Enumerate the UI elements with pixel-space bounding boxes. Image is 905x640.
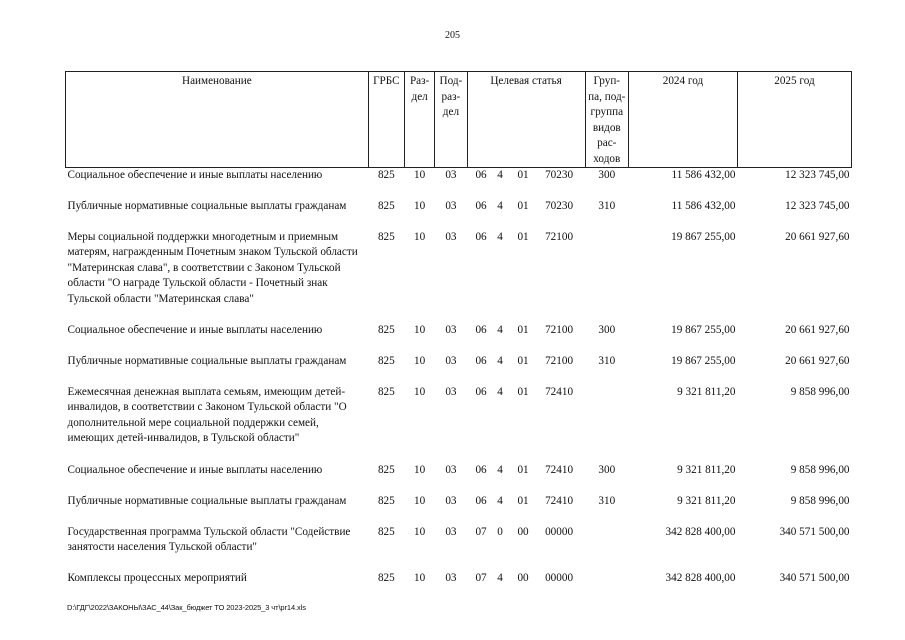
table-row [66, 494, 852, 525]
row-podrazdel: 03 [445, 354, 457, 367]
target-article-part: 01 [517, 494, 529, 507]
row-grbs: 825 [377, 571, 395, 584]
row-razdel: 10 [414, 199, 426, 212]
row-amount-2024: 19 867 255,00 [671, 323, 736, 336]
row-target-article [467, 168, 585, 199]
row-podrazdel: 03 [445, 525, 457, 538]
row-name: Социальное обеспечение и иные выплаты населению [67, 169, 323, 181]
row-podrazdel: 03 [445, 169, 457, 181]
row-name: Ежемесячная денежная выплата семьям, имеющим детей-инвалидов, в соответствии с Законом Тульской области "О дополнительной мере социальной поддержки семей, имеющих детей-инвалидов, в Тульской области" [67, 385, 347, 444]
row-podrazdel: 03 [445, 571, 457, 584]
row-target-article [467, 463, 585, 494]
row-grbs: 825 [377, 169, 395, 181]
table-row [66, 354, 852, 385]
target-article-part: 01 [517, 354, 529, 367]
target-article-part: 00 [517, 571, 529, 584]
target-article-part: 4 [497, 494, 503, 507]
row-name: Публичные нормативные социальные выплаты гражданам [67, 354, 347, 367]
row-amount-2025: 12 323 745,00 [785, 199, 850, 212]
header-group: Груп- па, под- группа видов рас- ходов [585, 72, 628, 168]
row-razdel: 10 [414, 169, 426, 181]
row-target-article [467, 571, 585, 591]
row-expense-group: 300 [598, 323, 616, 336]
target-article-part: 01 [517, 385, 529, 398]
row-target-article [467, 230, 585, 323]
row-target-article [467, 199, 585, 230]
target-article-part: 72100 [545, 354, 574, 367]
row-podrazdel: 03 [445, 230, 457, 243]
target-article-part: 4 [497, 323, 503, 336]
target-article-part: 06 [475, 463, 487, 476]
target-article-part: 72100 [545, 323, 574, 336]
target-article-part: 06 [475, 494, 487, 507]
row-podrazdel: 03 [445, 494, 457, 507]
row-name: Публичные нормативные социальные выплаты гражданам [67, 199, 347, 212]
row-target-article [467, 525, 585, 571]
row-expense-group [585, 571, 628, 591]
row-amount-2025: 20 661 927,60 [785, 323, 850, 336]
target-article-part: 06 [475, 230, 487, 243]
row-expense-group: 300 [598, 169, 616, 181]
target-article-part: 4 [497, 230, 503, 243]
target-article-part: 72410 [545, 385, 574, 398]
row-amount-2024: 342 828 400,00 [665, 525, 736, 538]
header-grbs: ГРБС [368, 72, 404, 168]
row-name: Меры социальной поддержки многодетным и приемным матерям, награжденным Почетным знаком Тульской области "Материнская слава", в соответствии с Законом Тульской области "О награде Тульской области - Почетный знак Тульской области "Материнская слава" [67, 230, 358, 305]
row-expense-group: 310 [598, 199, 616, 212]
row-name: Государственная программа Тульской области "Содействие занятости населения Тульской области" [67, 525, 351, 553]
row-expense-group [585, 385, 628, 463]
target-article-part: 06 [475, 169, 487, 181]
table-row [66, 385, 852, 463]
target-article-part: 72410 [545, 463, 574, 476]
row-expense-group: 300 [598, 463, 616, 476]
target-article-part: 4 [497, 463, 503, 476]
target-article-part: 01 [517, 199, 529, 212]
table-row [66, 168, 852, 199]
row-amount-2024: 9 321 811,20 [677, 494, 736, 507]
row-amount-2025: 9 858 996,00 [790, 463, 850, 476]
row-grbs: 825 [377, 463, 395, 476]
target-article-part: 01 [517, 230, 529, 243]
row-razdel: 10 [414, 385, 426, 398]
row-target-article [467, 494, 585, 525]
table-row [66, 199, 852, 230]
table-row [66, 525, 852, 571]
row-podrazdel: 03 [445, 199, 457, 212]
target-article-part: 4 [497, 385, 503, 398]
row-grbs: 825 [377, 230, 395, 243]
target-article-part: 0 [497, 525, 503, 538]
row-grbs: 825 [377, 199, 395, 212]
header-2025: 2025 год [737, 72, 851, 168]
row-name: Социальное обеспечение и иные выплаты населению [67, 463, 323, 476]
target-article-part: 70230 [545, 199, 574, 212]
row-amount-2024: 11 586 432,00 [671, 169, 736, 181]
row-podrazdel: 03 [445, 463, 457, 476]
row-expense-group [585, 525, 628, 571]
row-razdel: 10 [414, 230, 426, 243]
row-amount-2025: 12 323 745,00 [785, 169, 850, 181]
row-podrazdel: 03 [445, 323, 457, 336]
header-razdel: Раз- дел [405, 72, 435, 168]
row-grbs: 825 [377, 494, 395, 507]
row-amount-2025: 20 661 927,60 [785, 354, 850, 367]
target-article-part: 4 [497, 169, 503, 181]
row-amount-2025: 340 571 500,00 [779, 525, 850, 538]
row-target-article [467, 323, 585, 354]
row-grbs: 825 [377, 385, 395, 398]
target-article-part: 4 [497, 354, 503, 367]
row-target-article [467, 385, 585, 463]
row-amount-2024: 11 586 432,00 [671, 199, 736, 212]
row-expense-group [585, 230, 628, 323]
table-row [66, 463, 852, 494]
target-article-part: 70230 [545, 169, 574, 181]
row-razdel: 10 [414, 571, 426, 584]
table-header-row [66, 72, 852, 168]
row-razdel: 10 [414, 463, 426, 476]
target-article-part: 00000 [545, 571, 574, 584]
row-razdel: 10 [414, 494, 426, 507]
header-podrazdel: Под- раз- дел [435, 72, 467, 168]
row-amount-2024: 19 867 255,00 [671, 354, 736, 367]
row-amount-2024: 342 828 400,00 [665, 571, 736, 584]
row-name: Социальное обеспечение и иные выплаты населению [67, 323, 323, 336]
table-row [66, 323, 852, 354]
target-article-part: 01 [517, 323, 529, 336]
target-article-part: 00000 [545, 525, 574, 538]
row-razdel: 10 [414, 354, 426, 367]
row-target-article [467, 354, 585, 385]
row-name: Публичные нормативные социальные выплаты гражданам [67, 494, 347, 507]
target-article-part: 4 [497, 199, 503, 212]
target-article-part: 00 [517, 525, 529, 538]
row-expense-group: 310 [598, 354, 616, 367]
target-article-part: 06 [475, 199, 487, 212]
header-name: Наименование [66, 72, 369, 168]
row-amount-2024: 9 321 811,20 [677, 385, 736, 398]
page-number: 205 [445, 30, 460, 41]
target-article-part: 01 [517, 169, 529, 181]
table-row [66, 230, 852, 323]
row-grbs: 825 [377, 354, 395, 367]
header-2024: 2024 год [628, 72, 737, 168]
row-razdel: 10 [414, 323, 426, 336]
target-article-part: 06 [475, 323, 487, 336]
table-row [66, 571, 852, 591]
budget-table [65, 71, 852, 591]
target-article-part: 4 [497, 571, 503, 584]
target-article-part: 06 [475, 354, 487, 367]
row-grbs: 825 [377, 525, 395, 538]
row-amount-2025: 9 858 996,00 [790, 494, 850, 507]
target-article-part: 07 [475, 571, 487, 584]
target-article-part: 07 [475, 525, 487, 538]
target-article-part: 01 [517, 463, 529, 476]
row-amount-2024: 9 321 811,20 [677, 463, 736, 476]
target-article-part: 72410 [545, 494, 574, 507]
row-amount-2024: 19 867 255,00 [671, 230, 736, 243]
target-article-part: 72100 [545, 230, 574, 243]
row-amount-2025: 9 858 996,00 [790, 385, 850, 398]
row-expense-group: 310 [598, 494, 616, 507]
row-amount-2025: 340 571 500,00 [779, 571, 850, 584]
target-article-part: 06 [475, 385, 487, 398]
row-grbs: 825 [377, 323, 395, 336]
header-target: Целевая статья [467, 72, 585, 168]
row-amount-2025: 20 661 927,60 [785, 230, 850, 243]
row-podrazdel: 03 [445, 385, 457, 398]
row-name: Комплексы процессных мероприятий [67, 571, 247, 584]
row-razdel: 10 [414, 525, 426, 538]
file-path-footer: D:\ГДГ\2022\ЗАКОНЫ\ЗАС_44\Зак_бюджет ТО 2023-2025_3 чт\pr14.xls [67, 603, 306, 612]
